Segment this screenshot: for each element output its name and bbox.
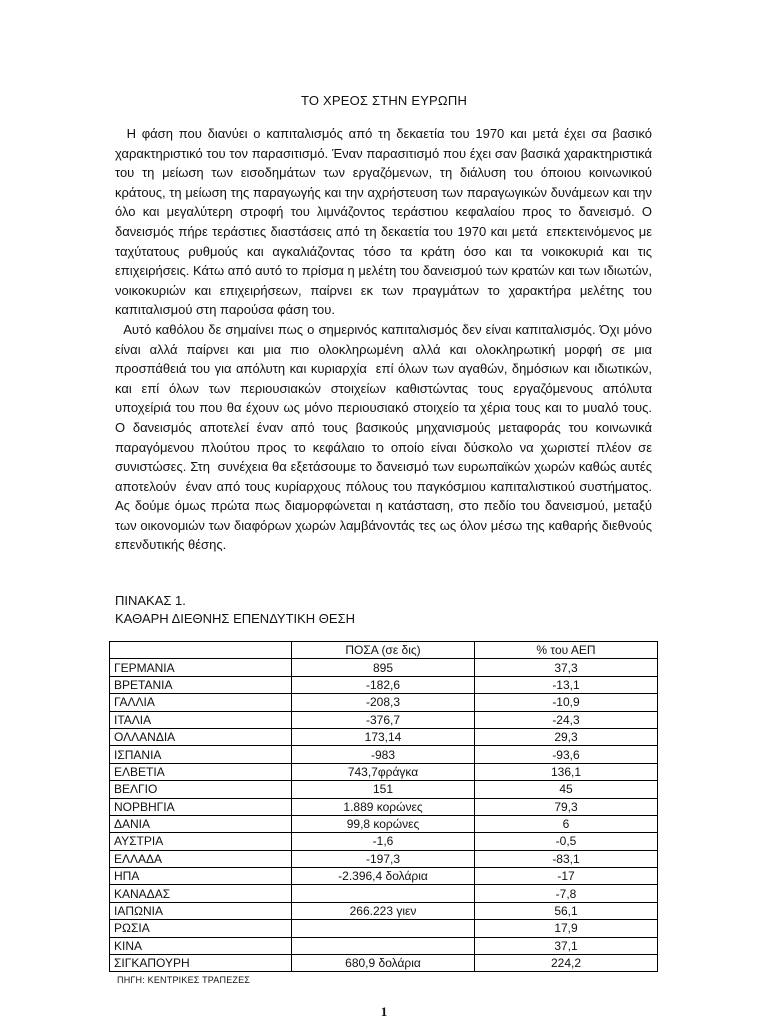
table-row — [110, 815, 658, 832]
cell-country: ΓΑΛΛΙΑ — [110, 694, 292, 711]
cell-amount — [292, 937, 475, 954]
cell-amount: -376,7 — [292, 711, 475, 728]
cell-amount: -2.396,4 δολάρια — [292, 868, 475, 885]
cell-country: ΚΙΝΑ — [110, 937, 292, 954]
cell-country: ΓΕΡΜΑΝΙΑ — [110, 659, 292, 676]
cell-country: ΑΥΣΤΡΙΑ — [110, 833, 292, 850]
cell-gdp-percent: 6 — [475, 815, 658, 832]
cell-gdp-percent: 37,1 — [475, 937, 658, 954]
cell-gdp-percent: 56,1 — [475, 902, 658, 919]
table-row — [110, 746, 658, 763]
cell-amount: -983 — [292, 746, 475, 763]
paragraph-2: Αυτό καθόλου δε σημαίνει πως ο σημερινός καπιταλισμός δεν είναι καπιταλισμός. Όχι μόνο είναι αλλά παίρνει και μια πιο ολοκληρωμένη αλλά και ολοκληρωτική μορφή σε μια προσπάθειά του για απόλυτη και κυριαρχία επί όλων των αγαθών, δημόσιων και ιδιωτικών, και επί όλων των περιουσιακών στοιχείων καθιστώντας τους εργαζόμενους απόλυτα υποχείριά του που θα έχουν ως μόνο περιουσιακό στοιχείο τα χέρια τους και το μυαλό τους. Ο δανεισμός αποτελεί έναν από τους βασικούς μηχανισμούς μεταφοράς του κοινωνικά παραγόμενου πλούτου προς το κεφάλαιο το οποίο είναι δύσκολο να χωριστεί πλέον σε συνιστώσες. Στη συνέχεια θα εξετάσουμε το δανεισμό των ευρωπαϊκών χωρών καθώς αυτές αποτελούν έναν από τους κυρίαρχους πόλους του παγκόσμιου καπιταλιστικού συστήματος. Ας δούμε όμως πρώτα πως διαμορφώνεται η κατάσταση, στο πεδίο του δανεισμού, μεταξύ των οικονομιών των διαφόρων χωρών λαμβάνοντάς τες ως όλον μέσω της καθαρής διεθνούς επενδυτικής θέσης. — [115, 321, 660, 553]
table-header-row — [110, 642, 658, 659]
table-row — [110, 694, 658, 711]
cell-gdp-percent: -24,3 — [475, 711, 658, 728]
cell-gdp-percent: 224,2 — [475, 955, 658, 972]
table-row — [110, 781, 658, 798]
table-row — [110, 920, 658, 937]
cell-gdp-percent: 37,3 — [475, 659, 658, 676]
cell-amount: -182,6 — [292, 676, 475, 693]
cell-amount: 151 — [292, 781, 475, 798]
table-row — [110, 833, 658, 850]
table-row — [110, 676, 658, 693]
cell-amount: -197,3 — [292, 850, 475, 867]
table-row — [110, 728, 658, 745]
header-gdp-percent: % του ΑΕΠ — [475, 642, 658, 659]
cell-gdp-percent: 45 — [475, 781, 658, 798]
table-row — [110, 711, 658, 728]
body-text — [115, 124, 660, 555]
source-note: ΠΗΓΗ: ΚΕΝΤΡΙΚΕΣ ΤΡΑΠΕΖΕΣ — [117, 975, 251, 985]
cell-amount — [292, 920, 475, 937]
page-number: 1 — [380, 1004, 388, 1019]
cell-country: ΒΡΕΤΑΝΙΑ — [110, 676, 292, 693]
cell-gdp-percent: 79,3 — [475, 798, 658, 815]
cell-amount: 99,8 κορώνες — [292, 815, 475, 832]
cell-amount: 266.223 γιεν — [292, 902, 475, 919]
cell-gdp-percent: -7,8 — [475, 885, 658, 902]
cell-country: ΙΑΠΩΝΙΑ — [110, 902, 292, 919]
cell-country: ΒΕΛΓΙΟ — [110, 781, 292, 798]
cell-country: ΕΛΒΕΤΙΑ — [110, 763, 292, 780]
cell-amount: -208,3 — [292, 694, 475, 711]
header-amount: ΠΟΣΑ (σε δις) — [292, 642, 475, 659]
investment-position-table — [109, 641, 658, 972]
cell-country: ΕΛΛΑΔΑ — [110, 850, 292, 867]
table-row — [110, 763, 658, 780]
table-label: ΠΙΝΑΚΑΣ 1. — [115, 593, 186, 608]
cell-gdp-percent: -0,5 — [475, 833, 658, 850]
cell-gdp-percent: -10,9 — [475, 694, 658, 711]
table-body — [110, 659, 658, 972]
cell-country: ΔΑΝΙΑ — [110, 815, 292, 832]
cell-amount: 680,9 δολάρια — [292, 955, 475, 972]
cell-country: ΗΠΑ — [110, 868, 292, 885]
cell-gdp-percent: -13,1 — [475, 676, 658, 693]
document-title: ΤΟ ΧΡΕΟΣ ΣΤΗΝ ΕΥΡΩΠΗ — [300, 93, 468, 108]
cell-amount — [292, 885, 475, 902]
cell-amount: 173,14 — [292, 728, 475, 745]
cell-gdp-percent: 29,3 — [475, 728, 658, 745]
table-row — [110, 937, 658, 954]
table-row — [110, 659, 658, 676]
table-row — [110, 885, 658, 902]
cell-amount: -1,6 — [292, 833, 475, 850]
table-row — [110, 798, 658, 815]
header-country — [110, 642, 292, 659]
cell-amount: 1.889 κορώνες — [292, 798, 475, 815]
cell-gdp-percent: 136,1 — [475, 763, 658, 780]
table-row — [110, 868, 658, 885]
cell-amount: 895 — [292, 659, 475, 676]
table-row — [110, 850, 658, 867]
table-row — [110, 955, 658, 972]
cell-gdp-percent: -83,1 — [475, 850, 658, 867]
cell-country: ΙΤΑΛΙΑ — [110, 711, 292, 728]
cell-gdp-percent: 17,9 — [475, 920, 658, 937]
cell-country: ΣΙΓΚΑΠΟΥΡΗ — [110, 955, 292, 972]
table-row — [110, 902, 658, 919]
cell-gdp-percent: -93,6 — [475, 746, 658, 763]
cell-country: ΝΟΡΒΗΓΙΑ — [110, 798, 292, 815]
cell-country: ΙΣΠΑΝΙΑ — [110, 746, 292, 763]
cell-country: ΚΑΝΑΔΑΣ — [110, 885, 292, 902]
cell-country: ΡΩΣΙΑ — [110, 920, 292, 937]
cell-gdp-percent: -17 — [475, 868, 658, 885]
cell-country: ΟΛΛΑΝΔΙΑ — [110, 728, 292, 745]
cell-amount: 743,7φράγκα — [292, 763, 475, 780]
paragraph-1: Η φάση που διανύει ο καπιταλισμός από τη δεκαετία του 1970 και μετά έχει σα βασικό χαρακτηριστικό του τον παρασιτισμό. Έναν παρασιτισμό που έχει σαν βασικά χαρακτηριστικά του τη μείωση των εισοδημάτων των εργαζόμενων, τη διάλυση του όποιου κοινωνικού κράτους, τη μείωση της παραγωγής και την αχρήστευση των παραγωγικών δυνάμεων και την όλο και μεγαλύτερη στροφή του λιμνάζοντος τεράστιου κεφαλαίου προς το δανεισμό. Ο δανεισμός πήρε τεράστιες διαστάσεις από τη δεκαετία του 1970 και μετά επεκτεινόμενος με ταχύτατους ρυθμούς και αγκαλιάζοντας τόσο τα κράτη όσο και τα νοικοκυριά και τις επιχειρήσεις. Κάτω από αυτό το πρίσμα η μελέτη του δανεισμού των κρατών και των ιδιωτών, νοικοκυριών και επιχειρήσεων, παίρνει εκ των πραγμάτων το χαρακτήρα μελέτης του καπιταλισμού στη παρούσα φάση του. — [115, 126, 656, 318]
table-title: ΚΑΘΑΡΗ ΔΙΕΘΝΗΣ ΕΠΕΝΔΥΤΙΚΗ ΘΕΣΗ — [115, 611, 356, 626]
